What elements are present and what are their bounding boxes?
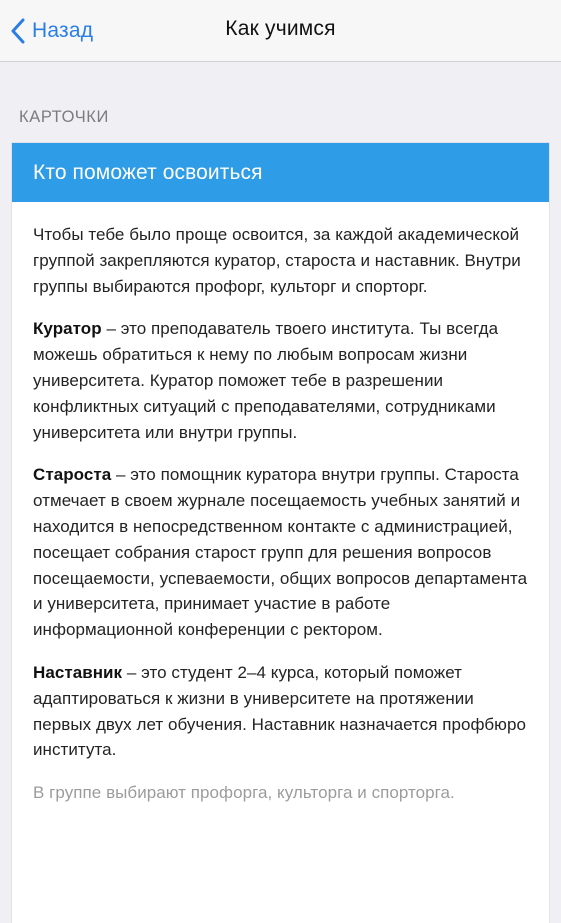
last-paragraph [33,780,529,806]
curator-text: – это преподаватель твоего института. Ты всегда можешь обратиться к нему по любым вопросам жизни университета. Куратор поможет тебе в разрешении конфликтных ситуаций с преподавателями, сотрудниками университета или внутри группы. [33,319,499,442]
starosta-text: – это помощник куратора внутри группы. Староста отмечает в своем журнале посещаемость учебных занятий и находится в непосредственном контакте с администрацией, посещает собрания старост групп для решения вопросов посещаемости, успеваемости, общих вопросов департамента и университета, принимает участие в работе информационной конференции с ректором. [33,465,528,640]
curator-term: Куратор [33,319,102,339]
intro-text: Чтобы тебе было проще освоится, за каждой академической группой закрепляются куратор, староста и наставник. Внутри группы выбираются профорг, культорг и спорторг. [33,225,521,296]
page-title: Как учимся [225,17,336,40]
curator-paragraph [33,316,529,445]
navigation-bar [0,0,561,62]
mentor-text: – это студент 2–4 курса, который поможет адаптироваться к жизни в университете на протяжении первых двух лет обучения. Наставник назначается профбюро института. [33,662,526,760]
back-label: Назад [32,19,94,42]
card-title: Кто поможет освоиться [12,143,549,202]
starosta-paragraph [33,462,529,643]
bottom-fade [12,873,549,923]
last-text: В группе выбирают профорга, культорга и спорторга. [33,783,455,803]
section-header: КАРТОЧКИ [19,108,109,126]
intro-paragraph [33,222,529,299]
info-card [12,143,549,923]
starosta-term: Староста [33,465,112,485]
mentor-paragraph [33,660,529,763]
mentor-term: Наставник [33,662,123,682]
card-body [12,202,549,806]
